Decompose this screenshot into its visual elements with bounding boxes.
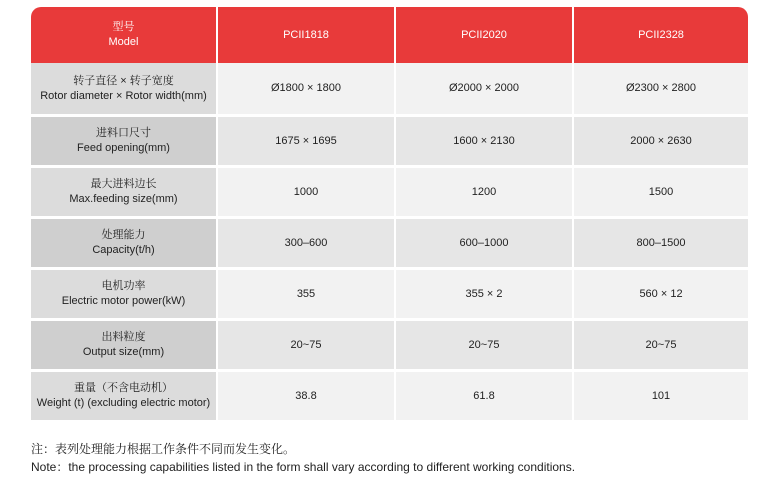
table-cell: 1600 × 2130 [396,117,574,165]
table-cell: 20~75 [396,321,574,369]
row-label-en: Feed opening(mm) [77,142,170,154]
row-label [31,321,218,369]
table-cell: 1200 [396,168,574,216]
row-label-en: Weight (t) (excluding electric motor) [36,397,211,409]
table-cell: 2000 × 2630 [574,117,748,165]
footnote-en: Note：the processing capabilities listed in the form shall vary according to different working conditions. [31,460,576,474]
header-model-1: PCII1818 [218,7,396,63]
row-label-en: Max.feeding size(mm) [69,193,178,205]
table-cell: 101 [574,372,748,420]
table-cell: 560 × 12 [574,270,748,318]
spec-table [31,7,748,420]
row-label [31,219,218,267]
table-cell: 600–1000 [396,219,574,267]
row-label [31,63,218,114]
table-cell: 1675 × 1695 [218,117,396,165]
table-row [31,270,748,321]
footnote-cn: 注：表列处理能力根据工作条件不同而发生变化。 [31,442,296,456]
table-row [31,63,748,117]
header-label-en: Model [108,36,139,48]
row-label-cn: 电机功率 [101,280,146,292]
table-cell: Ø1800 × 1800 [218,63,396,114]
table-cell: 355 [218,270,396,318]
header-label-cn: 型号 [112,21,135,33]
row-label [31,270,218,318]
row-label-cn: 重量（不含电动机） [74,382,173,394]
table-row [31,219,748,270]
table-cell: Ø2300 × 2800 [574,63,748,114]
table-cell: 355 × 2 [396,270,574,318]
row-label-cn: 最大进料边长 [90,178,157,190]
table-cell: 300–600 [218,219,396,267]
table-row [31,372,748,420]
table-cell: 20~75 [218,321,396,369]
row-label-en: Capacity(t/h) [92,244,155,256]
table-cell: 800–1500 [574,219,748,267]
footnote [31,440,575,476]
table-row [31,321,748,372]
table-cell: 1000 [218,168,396,216]
table-header-row [31,7,748,63]
row-label [31,372,218,420]
table-cell: 61.8 [396,372,574,420]
row-label [31,168,218,216]
table-cell: 1500 [574,168,748,216]
table-cell: 38.8 [218,372,396,420]
header-model-2: PCII2020 [396,7,574,63]
row-label-en: Electric motor power(kW) [61,295,186,307]
header-model-3: PCII2328 [638,28,684,41]
row-label [31,117,218,165]
row-label-cn: 转子直径 × 转子宽度 [73,74,174,87]
table-row [31,168,748,219]
table-cell: 20~75 [574,321,748,369]
row-label-cn: 出料粒度 [101,331,146,343]
table-row [31,117,748,168]
table-cell: Ø2000 × 2000 [396,63,574,114]
row-label-en: Output size(mm) [82,346,165,358]
header-model-label [31,7,218,63]
row-label-en: Rotor diameter × Rotor width(mm) [40,89,207,102]
row-label-cn: 处理能力 [101,229,146,241]
row-label-cn: 进料口尺寸 [96,127,151,139]
